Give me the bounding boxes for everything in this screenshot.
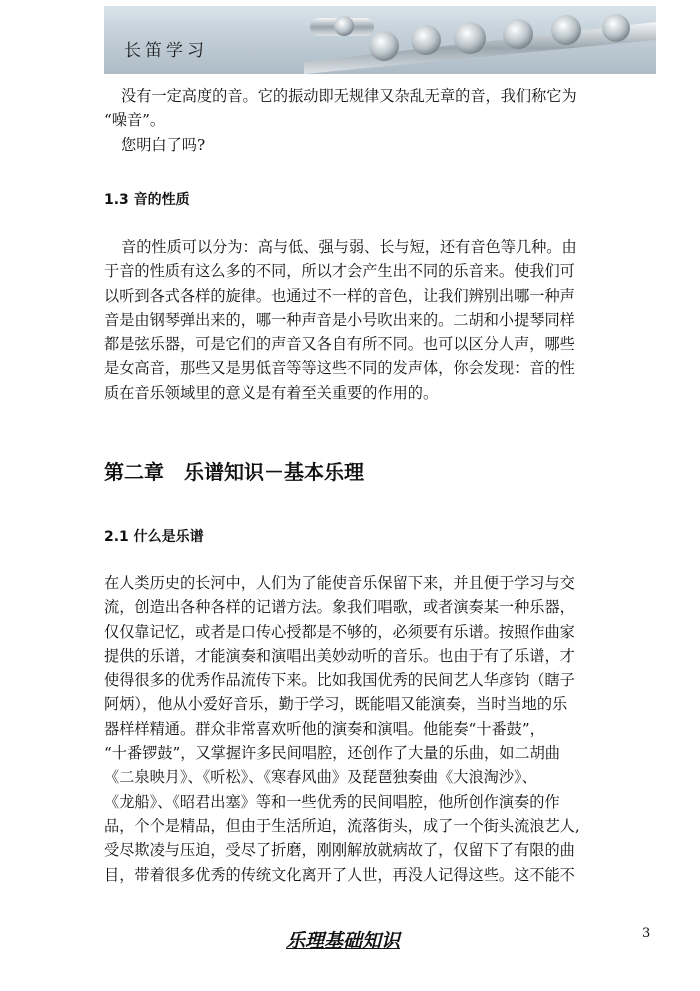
text-line: 您明白了吗? xyxy=(121,135,206,154)
text-line: 质在音乐领域里的意义是有着至关重要的作用的。 xyxy=(104,383,439,402)
text-line: 是女高音，那些又是男低音等等这些不同的发声体，你会发现：音的性 xyxy=(104,359,575,378)
text-line: 音的性质可以分为：高与低、强与弱、长与短，还有音色等几种。由 xyxy=(121,238,577,256)
section-1-3-paragraph xyxy=(104,235,656,405)
text-line: 目，带着很多优秀的传统文化离开了人世，再没人记得这些。这不能不 xyxy=(104,865,575,884)
chapter-2-heading: 第二章 乐谱知识－基本乐理 xyxy=(104,460,364,484)
text-line: 以听到各式各样的旋律。也通过不一样的音色，让我们辨别出哪一种声 xyxy=(104,286,575,305)
text-line: 阿炳），他从小爱好音乐，勤于学习，既能唱又能演奏，当时当地的乐 xyxy=(104,695,568,714)
text-line: “噪音”。 xyxy=(104,111,166,130)
text-line: 受尽欺凌与压迫，受尽了折磨，刚刚解放就病故了，仅留下了有限的曲 xyxy=(104,841,575,860)
text-line: 于音的性质有这么多的不同，所以才会产生出不同的乐音来。使我们可 xyxy=(104,262,575,281)
header-title: 长笛学习 xyxy=(124,41,208,61)
page-number: 3 xyxy=(642,926,651,941)
text-line: 提供的乐谱，才能演奏和演唱出美妙动听的音乐。也由于有了乐谱，才 xyxy=(104,646,575,665)
text-line: 《二泉映月》、《听松》、《寒春风曲》及琵琶独奏曲《大浪淘沙》、 xyxy=(104,768,537,787)
text-line: 器样样精通。群众非常喜欢听他的演奏和演唱。他能奏“十番鼓”， xyxy=(104,719,545,738)
text-line: 《龙船》、《昭君出塞》等和一些优秀的民间唱腔，他所创作演奏的作 xyxy=(104,792,560,811)
text-line: 都是弦乐器，可是它们的声音又各自有所不同。也可以区分人声，哪些 xyxy=(104,335,575,354)
flute-image xyxy=(304,14,656,74)
footer-title: 乐理基础知识 xyxy=(286,930,401,952)
section-2-1-paragraph xyxy=(104,571,656,887)
text-line: 流，创造出各种各样的记谱方法。象我们唱歌，或者演奏某一种乐器， xyxy=(104,598,575,617)
section-2-1-heading: 2.1 什么是乐谱 xyxy=(104,529,204,545)
intro-paragraph xyxy=(104,84,656,157)
text-line: 使得很多的优秀作品流传下来。比如我国优秀的民间艺人华彦钧（瞎子 xyxy=(104,671,575,690)
text-line: 没有一定高度的音。它的振动即无规律又杂乱无章的音，我们称它为 xyxy=(121,87,577,105)
text-line: 音是由钢琴弹出来的，哪一种声音是小号吹出来的。二胡和小提琴同样 xyxy=(104,310,575,329)
text-line: 仅仅靠记忆，或者是口传心授都是不够的，必须要有乐谱。按照作曲家 xyxy=(104,622,575,641)
text-line: 品，个个是精品，但由于生活所迫，流落街头，成了一个街头流浪艺人, xyxy=(104,816,580,835)
section-1-3-heading: 1.3 音的性质 xyxy=(104,192,190,208)
header-banner xyxy=(104,6,656,74)
text-line: 在人类历史的长河中，人们为了能使音乐保留下来，并且便于学习与交 xyxy=(104,574,575,592)
text-line: “十番锣鼓”，又掌握许多民间唱腔，还创作了大量的乐曲，如二胡曲 xyxy=(104,744,560,763)
